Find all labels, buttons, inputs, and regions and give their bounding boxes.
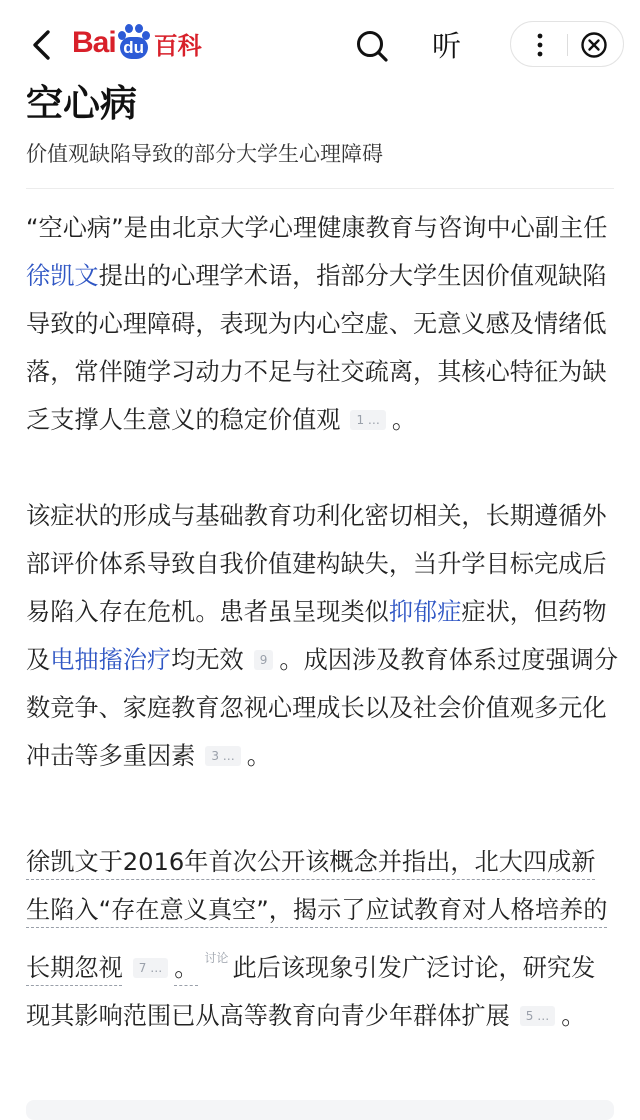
chevron-left-icon[interactable] xyxy=(26,28,60,62)
paragraph-text: 该症状的形成与基础教育功利化密切相关，长期遵循外部评价体系导致自我价值建构缺失，当升学目标完成后易陷入存在危机。患者虽呈现类似 xyxy=(26,502,607,626)
paragraph-text: 。 xyxy=(561,1002,586,1030)
logo-bai-text: Bai xyxy=(72,26,116,59)
paragraph-text: 。 xyxy=(246,742,271,770)
paragraph-1 xyxy=(26,204,618,444)
more-vertical-icon[interactable] xyxy=(527,31,553,59)
page-title: 空心病 xyxy=(26,82,137,125)
next-section-card xyxy=(26,1100,614,1120)
link-xu-kaiwen[interactable]: 徐凯文 xyxy=(26,262,99,290)
citation-ref-5[interactable]: 5 … xyxy=(520,1006,555,1026)
listen-button[interactable]: 听 xyxy=(432,29,462,63)
close-circle-icon[interactable] xyxy=(580,31,608,59)
paw-icon xyxy=(117,23,151,63)
paragraph-text: 此后该现象引发广泛讨论，研究发现其影响范围已从高等教育向青少年群体扩展 xyxy=(26,954,596,1030)
paragraph-text: 提出的心理学术语，指部分大学生因价值观缺陷导致的心理障碍，表现为内心空虚、无意义感及情绪低落，常伴随学习动力不足与社交疏离，其核心特征为缺乏支撑人生意义的稳定价值观 xyxy=(26,262,607,434)
top-nav-bar xyxy=(0,0,640,88)
paragraph-text: 。 xyxy=(174,954,199,982)
paragraph-3 xyxy=(26,838,618,1040)
logo-baike-text: 百科 xyxy=(153,31,202,60)
search-icon[interactable] xyxy=(352,26,392,66)
mini-program-capsule xyxy=(510,21,624,67)
link-ect[interactable]: 电抽搐治疗 xyxy=(50,646,172,674)
citation-ref-9[interactable]: 9 xyxy=(254,650,274,670)
paragraph-text: 症状，但药物及 xyxy=(26,598,607,674)
capsule-divider xyxy=(567,34,568,56)
paragraph-text: 徐凯文于2016年首次公开该概念并指出，北大四成新生陷入“存在意义真空”，揭示了应试教育对人格培养的长期忽视 xyxy=(26,848,608,982)
discussion-tag[interactable]: 讨论 xyxy=(204,951,229,965)
paragraph-2 xyxy=(26,492,618,780)
paragraph-text: “空心病”是由北京大学心理健康教育与咨询中心副主任 xyxy=(26,214,608,242)
link-depression[interactable]: 抑郁症 xyxy=(388,598,462,626)
paragraph-text: 。成因涉及教育体系过度强调分数竞争、家庭教育忽视心理成长以及社会价值观多元化冲击等多重因素 xyxy=(26,646,619,770)
citation-ref-7[interactable]: 7 … xyxy=(133,958,168,978)
logo-du-text: du xyxy=(120,37,148,59)
paragraph-text: 。 xyxy=(391,406,417,434)
page-subtitle: 价值观缺陷导致的部分大学生心理障碍 xyxy=(26,142,383,166)
baidu-baike-logo[interactable] xyxy=(72,18,202,68)
paragraph-text: 均无效 xyxy=(171,646,244,674)
header-divider xyxy=(26,188,614,189)
citation-ref-1[interactable]: 1 … xyxy=(350,410,385,430)
citation-ref-3[interactable]: 3 … xyxy=(205,746,240,766)
